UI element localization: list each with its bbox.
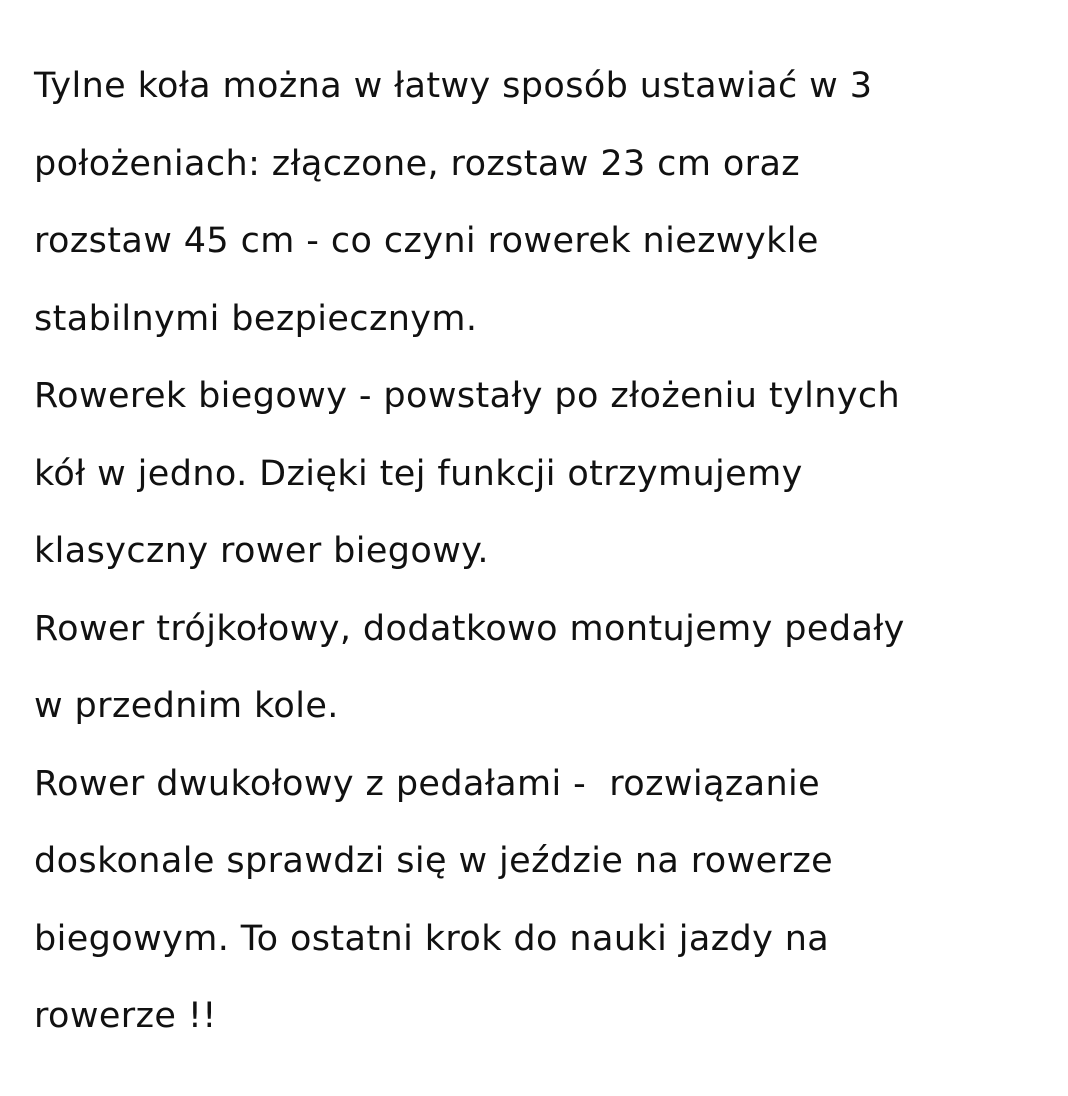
text-line: klasyczny rower biegowy. (34, 531, 489, 571)
text-line: Rower dwukołowy z pedałami - rozwiązanie (34, 763, 821, 804)
text-line: Tylne koła można w łatwy sposób ustawiać w 3 (34, 66, 873, 106)
text-line: rowerze !! (34, 996, 217, 1036)
text-line: rozstaw 45 cm - co czyni rowerek niezwykle (34, 221, 819, 261)
text-line: stabilnymi bezpiecznym. (34, 298, 478, 339)
text-line: doskonale sprawdzi się w jeździe na rowerze (34, 841, 834, 881)
text-line: w przednim kole. (34, 686, 339, 726)
text-line: położeniach: złączone, rozstaw 23 cm oraz (34, 143, 801, 184)
text-line: Rowerek biegowy - powstały po złożeniu tylnych (34, 376, 901, 416)
text-line: biegowym. To ostatni krok do nauki jazdy na (34, 918, 830, 959)
text-line: Rower trójkołowy, dodatkowo montujemy pedały (34, 608, 905, 649)
text-line: kół w jedno. Dzięki tej funkcji otrzymujemy (34, 453, 803, 494)
description-text (34, 48, 1044, 1056)
